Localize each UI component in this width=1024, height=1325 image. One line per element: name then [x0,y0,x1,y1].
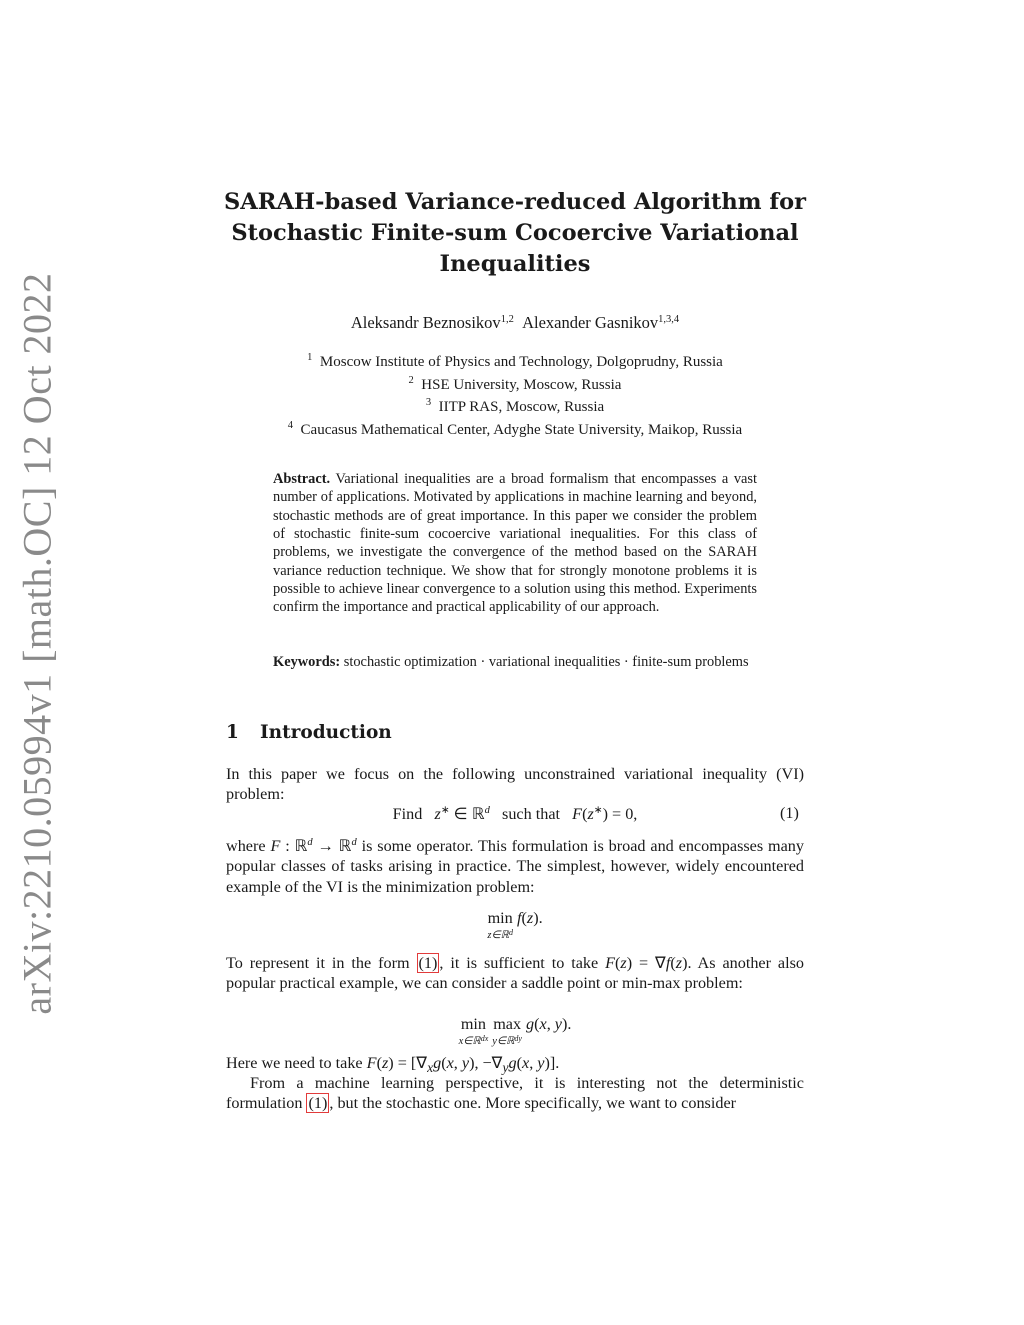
abstract-text: Variational inequalities are a broad formalism that encompasses a vast number of applications. Motivated by applications in machine learning and beyond, stochastic methods are of great importance. In this paper we consider the problem of stochastic finite-sum cocoercive variational inequalities. For this class of problems, we investigate the convergence of the method based on the SARAH variance reduction technique. We show that for strongly monotone problems it is possible to achieve linear convergence to a solution using this method. Experiments confirm the importance and practical applicability of our approach. [273,471,758,616]
eq-word-such-that: such that [502,805,561,823]
section-heading [226,722,392,743]
eq-word-find: Find [392,805,423,823]
author-name: Alexander Gasnikov [522,313,659,332]
title-line-1: SARAH-based Variance-reduced Algorithm for [224,189,806,215]
abstract-label: Abstract. [273,471,331,487]
paragraph: In this paper we focus on the following unconstrained variational inequality (VI) problem: [226,765,804,804]
section-title: Introduction [260,722,392,743]
text-run: To represent it in the form [226,954,417,972]
paragraph [226,1073,804,1114]
authors [200,313,830,333]
title-line-2: Stochastic Finite-sum Cocoercive Variational [231,220,799,246]
text-run: , it is sufficient to take [439,954,606,972]
text-run: From a machine learning perspective, it is interesting not the deterministic formulation [226,1074,804,1113]
equation-number: (1) [780,804,799,822]
paragraph: To represent it in the form (1) , it is sufficient to take F(z) = ∇f(z). As another also popular practical example, we can consider a saddle point or min-max problem: [226,954,804,993]
equation-min: min z∈ℝ$^d$ f(z). [487,909,543,941]
keywords-text: stochastic optimization · variational inequalities · finite-sum problems [343,654,749,670]
author-affil-sup: 1,3,4 [658,314,680,325]
affiliation-text: IITP RAS, Moscow, Russia [438,399,605,415]
text-run: is some operator. This formulation is broad and encompasses many popular classes of tasks arising in practice. The simplest, however, widely encountered example of the VI is the minimization problem: [226,837,804,896]
affiliations [200,349,830,439]
equation-minmax: min x∈ℝ$^{dx}$ max y∈ℝ$^{dy}$ g(x, y). [458,1015,572,1047]
author-name: Aleksandr Beznosikov [350,313,501,332]
paragraph: where F : ℝ$^d$ → ℝ$^d$ is some operator. This formulation is broad and encompasses many popular classes of tasks arising in practice. The simplest, however, widely encountered example of the VI is the minimization problem: [226,837,804,896]
equation-reference-link[interactable]: (1) [418,954,438,972]
arxiv-stamp [8,271,66,1015]
affiliation-num: 2 [408,374,414,386]
keywords-label: Keywords: [273,654,341,670]
affiliation-text: Caucasus Mathematical Center, Adyghe State University, Maikop, Russia [300,421,743,438]
arxiv-stamp-text: arXiv:2210.05994v1 [math.OC] 12 Oct 2022 [14,271,60,1015]
text-run: . As another also popular practical example, we can consider a saddle point or min-max problem: [226,954,804,993]
text-run: Here we need to take [226,1054,367,1072]
affiliation-text: Moscow Institute of Physics and Technology, Dolgoprudny, Russia [319,354,723,370]
keywords [273,653,757,671]
affiliation [200,349,830,372]
affiliation [200,394,830,417]
affiliation [200,417,830,440]
abstract [273,470,757,617]
affiliation-num: 4 [287,419,294,431]
max-operator: max [493,1015,522,1033]
text-run: where [226,837,271,855]
affiliation-num: 1 [307,352,313,363]
affiliation-num: 3 [425,397,432,408]
text-run: , but the stochastic one. More specifically, we want to consider [329,1094,737,1113]
affiliation-text: HSE University, Moscow, Russia [421,376,622,393]
author-affil-sup: 1,2 [500,314,514,325]
title-line-3: Inequalities [439,251,591,277]
equation-reference-link[interactable]: (1) [308,1094,328,1113]
min-operator: min [460,1015,486,1033]
paper-title [200,187,830,280]
equation-1: Find z∗ ∈ ℝ$^d$ such that F(z∗) = 0, [392,805,638,823]
paragraph: Here we need to take $F(z) = [\nabla_xg(x$, y), $-\nabla_yg(x$, y)]. [226,1054,560,1076]
affiliation [200,372,830,395]
min-operator: min [487,909,513,927]
section-number: 1 [226,722,239,743]
